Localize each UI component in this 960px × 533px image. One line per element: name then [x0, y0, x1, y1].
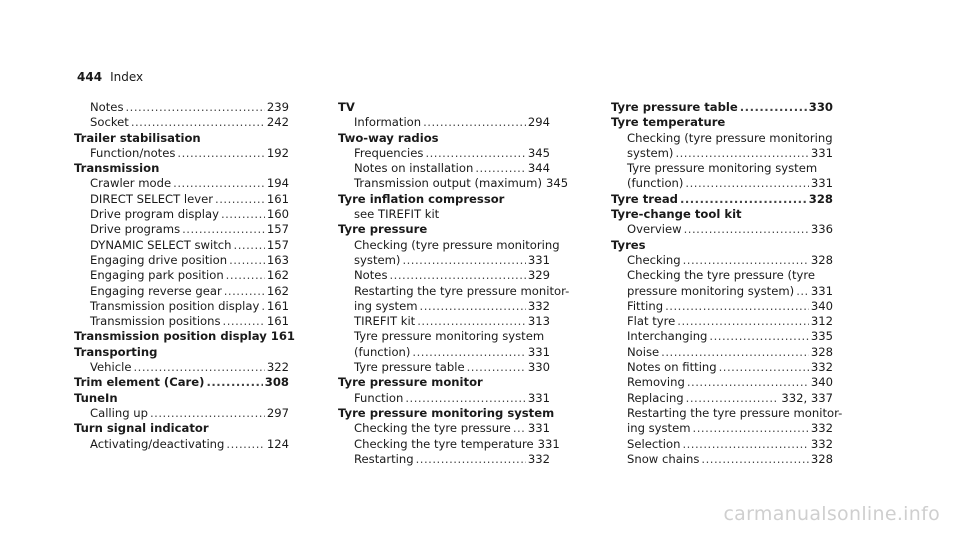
entry-page-number[interactable]: 345: [545, 176, 569, 191]
index-entry: [611, 268, 833, 283]
index-entry: [338, 329, 550, 344]
watermark: carmanualsonline.info: [723, 503, 940, 525]
leader-dots: [221, 207, 265, 222]
entry-page-number[interactable]: 157: [266, 237, 289, 252]
entry-text: Checking (tyre pressure monitoring: [354, 237, 560, 252]
index-entry: [338, 299, 550, 314]
entry-text: Restarting the tyre pressure monitor-: [354, 283, 570, 298]
entry-page-number[interactable]: 332: [527, 298, 550, 313]
page-header: [77, 70, 143, 84]
leader-dots: [226, 437, 264, 452]
entry-text: Socket: [90, 115, 129, 130]
index-entry: [338, 421, 550, 436]
entry-text: Checking the tyre temperature: [354, 436, 534, 451]
index-entry: [611, 391, 833, 406]
entry-page-number[interactable]: 161: [270, 329, 295, 344]
index-entry: [338, 283, 570, 299]
entry-page-number[interactable]: 160: [266, 207, 289, 222]
entry-text: Notes: [354, 268, 388, 283]
entry-page-number[interactable]: 328: [810, 252, 833, 267]
index-entry: [611, 421, 833, 436]
index-entry: [74, 238, 289, 253]
entry-text: Flat tyre: [627, 314, 676, 329]
entry-text: Restarting the tyre pressure monitor-: [627, 405, 843, 420]
index-column-1: [74, 100, 295, 452]
index-heading: [338, 131, 550, 146]
leader-dots: [417, 314, 526, 329]
entry-text: Transporting: [74, 344, 158, 359]
entry-page-number[interactable]: 331: [537, 436, 560, 451]
index-entry: [338, 176, 569, 191]
leader-dots: [740, 100, 807, 115]
entry-text: Checking the tyre pressure: [354, 421, 511, 436]
entry-page-number[interactable]: 312: [810, 314, 833, 329]
entry-text: DIRECT SELECT lever: [90, 191, 214, 206]
entry-page-number[interactable]: 331: [810, 283, 833, 298]
leader-dots: [173, 176, 265, 191]
entry-text: Function: [354, 390, 404, 405]
entry-text: Checking the tyre pressure (tyre: [627, 268, 816, 283]
entry-text: Function/notes: [90, 145, 176, 160]
entry-text: Fitting: [627, 298, 664, 313]
entry-page-number[interactable]: 328: [810, 344, 833, 359]
index-entry: [611, 161, 833, 176]
leader-dots: [675, 146, 808, 161]
entry-text: Tyre pressure table: [354, 360, 465, 375]
entry-page-number[interactable]: 331: [810, 145, 833, 160]
leader-dots: [416, 452, 526, 467]
leader-dots: [420, 299, 526, 314]
index-entry: [338, 115, 550, 130]
leader-dots: [513, 421, 526, 436]
entry-page-number[interactable]: 328: [808, 191, 833, 206]
entry-text: Overview: [627, 222, 682, 237]
entry-page-number[interactable]: 331: [810, 176, 833, 191]
index-heading: [338, 405, 555, 421]
entry-text: Transmission positions: [90, 314, 221, 329]
entry-page-number[interactable]: 161: [266, 191, 289, 206]
entry-text: Interchanging: [627, 329, 708, 344]
index-heading: [338, 100, 550, 115]
leader-dots: [182, 222, 265, 237]
entry-text: Two-way radios: [338, 130, 439, 145]
leader-dots: [131, 115, 265, 130]
index-entry: [74, 253, 289, 268]
index-entry: [611, 437, 833, 452]
entry-text: Drive program display: [90, 207, 219, 222]
index-entry: [74, 100, 289, 115]
index-entry: [338, 436, 560, 452]
index-entry: [338, 314, 550, 329]
index-heading: [338, 375, 550, 390]
index-entry: [338, 146, 550, 161]
entry-page-number[interactable]: 322: [266, 360, 289, 375]
index-entry: [74, 299, 289, 314]
leader-dots: [150, 406, 265, 421]
entry-text: Turn signal indicator: [74, 421, 209, 436]
entry-text: pressure monitoring system): [627, 283, 795, 298]
index-entry: [611, 345, 833, 360]
index-entry: [611, 253, 833, 268]
entry-text: Crawler mode: [90, 176, 172, 191]
entry-text: Removing: [627, 375, 685, 390]
entry-text: Engaging reverse gear: [90, 283, 222, 298]
entry-text: (function): [627, 176, 684, 191]
index-entry: [338, 345, 550, 360]
leader-dots: [467, 360, 526, 375]
entry-page-number[interactable]: 294: [527, 115, 550, 130]
entry-page-number[interactable]: 335: [810, 329, 833, 344]
index-entry: [74, 146, 289, 161]
leader-dots: [177, 146, 264, 161]
index-entry: [338, 207, 550, 222]
index-entry: [611, 131, 833, 146]
entry-page-number[interactable]: 331: [527, 252, 550, 267]
leader-dots: [665, 299, 809, 314]
entry-page-number[interactable]: 331: [527, 344, 550, 359]
entry-text: TIREFIT kit: [354, 314, 416, 329]
entry-text: Tyre pressure monitoring system: [627, 161, 818, 176]
index-heading: [74, 421, 289, 436]
entry-text: Noise: [627, 344, 660, 359]
leader-dots: [680, 192, 807, 207]
index-entry: [74, 314, 289, 329]
entry-text: Trailer stabilisation: [74, 130, 201, 145]
leader-dots: [685, 176, 808, 191]
index-entry: [74, 268, 289, 283]
page-number: 444: [77, 70, 103, 84]
entry-text: system): [354, 252, 401, 267]
entry-text: Tyre pressure table: [611, 100, 738, 114]
index-column-2: [338, 100, 570, 467]
entry-text: Transmission position display: [74, 329, 267, 344]
index-entry: [338, 161, 550, 176]
entry-text: Vehicle: [90, 360, 132, 375]
entry-text: Snow chains: [627, 451, 700, 466]
entry-text: Information: [354, 115, 422, 130]
index-heading: [611, 238, 833, 253]
index-heading: [74, 329, 295, 344]
index-entry: [611, 299, 833, 314]
index-entry: [611, 452, 833, 467]
entry-text: Tyres: [611, 237, 646, 252]
entry-page-number[interactable]: 330: [808, 100, 833, 114]
entry-page-number[interactable]: 162: [266, 268, 289, 283]
leader-dots: [215, 192, 265, 207]
entry-page-number[interactable]: 161: [266, 314, 289, 329]
entry-page-number[interactable]: 313: [527, 314, 550, 329]
entry-text: Transmission output (maximum): [354, 176, 542, 191]
leader-dots: [405, 391, 526, 406]
entry-page-number[interactable]: 308: [264, 375, 289, 390]
entry-page-number[interactable]: 332: [527, 451, 550, 466]
index-entry: [338, 391, 550, 406]
index-heading: [74, 345, 289, 360]
index-heading: [338, 222, 550, 237]
entry-page-number[interactable]: 163: [266, 252, 289, 267]
entry-text: see TIREFIT kit: [354, 207, 440, 222]
leader-dots: [686, 391, 780, 406]
index-heading: [611, 115, 833, 130]
leader-dots: [683, 253, 809, 268]
entry-text: Drive programs: [90, 222, 181, 237]
index-entry: [611, 314, 833, 329]
entry-text: ing system: [627, 421, 691, 436]
entry-text: Tyre pressure monitoring system: [338, 405, 555, 420]
leader-dots: [475, 161, 526, 176]
entry-text: Checking (tyre pressure monitoring: [627, 130, 833, 145]
entry-text: Notes: [90, 100, 124, 114]
leader-dots: [796, 284, 809, 299]
index-entry: [611, 222, 833, 237]
entry-text: Activating/deactivating: [90, 436, 225, 451]
index-entry: [338, 360, 550, 375]
entry-text: Notes on fitting: [627, 360, 717, 375]
index-entry: [611, 329, 833, 344]
leader-dots: [224, 284, 265, 299]
index-entry: [74, 406, 289, 421]
leader-dots: [682, 437, 808, 452]
entry-text: Transmission: [74, 161, 160, 176]
index-entry: [611, 146, 833, 161]
entry-page-number[interactable]: 340: [810, 375, 833, 390]
index-entry: [611, 405, 843, 421]
leader-dots: [390, 268, 526, 283]
entry-page-number[interactable]: 332, 337: [781, 390, 833, 405]
entry-page-number[interactable]: 332: [810, 360, 833, 375]
entry-text: Restarting: [354, 451, 414, 466]
section-title: Index: [110, 70, 144, 84]
entry-text: ing system: [354, 298, 418, 313]
entry-text: Tyre temperature: [611, 115, 726, 130]
leader-dots: [402, 253, 525, 268]
entry-page-number[interactable]: 331: [527, 421, 550, 436]
index-column-3: [611, 100, 843, 467]
leader-dots: [226, 268, 265, 283]
entry-page-number[interactable]: 161: [266, 298, 289, 313]
entry-page-number[interactable]: 345: [527, 145, 550, 160]
index-heading: [74, 161, 289, 176]
leader-dots: [412, 345, 525, 360]
entry-text: Frequencies: [354, 145, 424, 160]
entry-page-number[interactable]: 328: [810, 451, 833, 466]
entry-text: Tyre inflation compressor: [338, 191, 505, 206]
entry-text: Tyre pressure monitoring system: [354, 329, 545, 344]
index-entry: [338, 268, 550, 283]
entry-text: Tyre tread: [611, 191, 678, 206]
entry-text: Tyre pressure monitor: [338, 375, 483, 390]
index-entry: [611, 176, 833, 191]
leader-dots: [133, 360, 264, 375]
leader-dots: [223, 314, 265, 329]
index-entry: [74, 192, 289, 207]
entry-page-number[interactable]: 242: [266, 115, 289, 130]
leader-dots: [229, 253, 265, 268]
index-heading: [74, 391, 289, 406]
entry-text: Calling up: [90, 405, 148, 420]
entry-text: Trim element (Care): [74, 375, 205, 390]
leader-dots: [684, 222, 809, 237]
leader-dots: [261, 299, 265, 314]
index-entry: [74, 207, 289, 222]
entry-page-number[interactable]: 344: [527, 161, 550, 176]
index-heading: [338, 192, 550, 207]
entry-text: Notes on installation: [354, 161, 474, 176]
index-entry: [611, 360, 833, 375]
index-entry: [74, 222, 289, 237]
entry-page-number[interactable]: 162: [266, 283, 289, 298]
index-entry: [338, 452, 550, 467]
entry-text: Engaging park position: [90, 268, 224, 283]
leader-dots: [234, 238, 265, 253]
index-heading: [611, 207, 833, 222]
leader-dots: [701, 452, 808, 467]
entry-page-number[interactable]: 340: [810, 298, 833, 313]
leader-dots: [677, 314, 809, 329]
index-entry: [611, 284, 833, 299]
leader-dots: [719, 360, 809, 375]
leader-dots: [206, 375, 262, 390]
entry-text: Transmission position display: [90, 298, 260, 313]
index-heading: [611, 192, 833, 207]
entry-page-number[interactable]: 330: [527, 360, 550, 375]
entry-page-number[interactable]: 332: [810, 436, 833, 451]
entry-page-number[interactable]: 331: [527, 390, 550, 405]
entry-page-number[interactable]: 192: [266, 145, 289, 160]
entry-page-number[interactable]: 124: [266, 436, 289, 451]
entry-text: DYNAMIC SELECT switch: [90, 237, 232, 252]
entry-text: system): [627, 145, 674, 160]
entry-page-number[interactable]: 329: [527, 268, 550, 283]
entry-page-number[interactable]: 239: [266, 100, 289, 114]
entry-page-number[interactable]: 194: [266, 176, 289, 191]
index-entry: [338, 237, 560, 253]
entry-text: Engaging drive position: [90, 252, 228, 267]
entry-text: Checking: [627, 252, 681, 267]
leader-dots: [693, 421, 809, 436]
entry-page-number[interactable]: 332: [810, 421, 833, 436]
index-entry: [74, 437, 289, 452]
leader-dots: [687, 375, 809, 390]
index-heading: [74, 375, 289, 390]
index-entry: [74, 284, 289, 299]
entry-text: TuneIn: [74, 390, 118, 405]
entry-text: Tyre pressure: [338, 222, 428, 237]
entry-page-number[interactable]: 157: [266, 222, 289, 237]
entry-page-number[interactable]: 297: [266, 405, 289, 420]
index-entry: [74, 176, 289, 191]
leader-dots: [425, 146, 525, 161]
entry-text: Tyre-change tool kit: [611, 207, 742, 222]
entry-text: Replacing: [627, 390, 684, 405]
index-entry: [74, 115, 289, 130]
leader-dots: [709, 329, 808, 344]
index-heading: [74, 131, 289, 146]
index-heading: [611, 100, 833, 115]
leader-dots: [126, 100, 265, 115]
entry-page-number[interactable]: 336: [810, 222, 833, 237]
entry-text: Selection: [627, 436, 681, 451]
entry-text: (function): [354, 344, 411, 359]
leader-dots: [423, 115, 526, 130]
index-entry: [611, 375, 833, 390]
index-entry: [338, 253, 550, 268]
entry-text: TV: [338, 100, 355, 114]
leader-dots: [661, 345, 809, 360]
index-entry: [74, 360, 289, 375]
